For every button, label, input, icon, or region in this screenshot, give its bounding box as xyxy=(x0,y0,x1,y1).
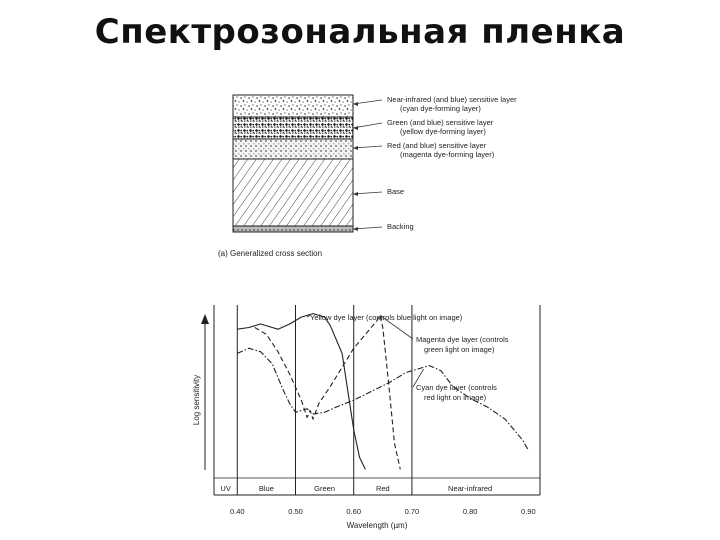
layer-label-line: Base xyxy=(387,187,405,196)
x-tick-labels xyxy=(230,507,536,516)
y-axis-label: Log sensitivity xyxy=(192,374,201,426)
x-tick-label: 0.50 xyxy=(288,507,303,516)
layer-label-line: Near-infrared (and blue) sensitive layer xyxy=(387,95,517,104)
region-boundaries xyxy=(237,305,412,495)
x-tick-label: 0.40 xyxy=(229,507,245,516)
layer-near-infrared xyxy=(233,95,353,117)
cross-section-labels xyxy=(353,95,517,231)
layer-leader-arrowhead xyxy=(353,126,358,130)
region-labels xyxy=(220,484,492,493)
layer-leader-arrowhead xyxy=(353,227,358,231)
layer-green xyxy=(233,117,353,139)
magenta-dye-curve xyxy=(255,315,400,469)
sensitivity-chart xyxy=(192,305,540,530)
region-label: Red xyxy=(375,484,390,493)
x-tick-label: 0.60 xyxy=(346,507,362,516)
region-label: Green xyxy=(314,484,336,493)
layer-leader-arrowhead xyxy=(353,146,358,150)
layer-label-line: (yellow dye-forming layer) xyxy=(400,127,486,136)
x-tick-label: 0.80 xyxy=(462,507,478,516)
layer-label-line: Backing xyxy=(387,222,414,231)
cross-section-caption: (a) Generalized cross section xyxy=(218,249,323,258)
layer-label-line: (magenta dye-forming layer) xyxy=(400,150,495,159)
layer-label-line: (cyan dye-forming layer) xyxy=(400,104,481,113)
curve-annotation-line: red light on image) xyxy=(424,393,487,402)
x-axis-label: Wavelength (µm) xyxy=(346,521,408,530)
curve-annotation-line: Yellow dye layer (controls blue light on image) xyxy=(310,313,463,322)
layer-base xyxy=(233,159,353,226)
x-tick-label: 0.70 xyxy=(404,507,420,516)
layer-leader-arrowhead xyxy=(353,192,358,196)
slide-title: Спектрозональная пленка xyxy=(94,12,626,52)
layer-leader-arrowhead xyxy=(353,102,358,106)
region-label: UV xyxy=(220,484,231,493)
curve-annotations xyxy=(307,313,509,402)
layer-label-line: Red (and blue) sensitive layer xyxy=(387,141,487,150)
curve-annotation-line: Magenta dye layer (controls xyxy=(416,335,509,344)
curve-annotation-line: green light on image) xyxy=(424,345,495,354)
region-label: Near-infrared xyxy=(448,484,493,493)
curve-annotation-line: Cyan dye layer (controls xyxy=(416,383,497,392)
layer-backing xyxy=(233,226,353,232)
yellow-dye-curve xyxy=(237,314,365,470)
region-label: Blue xyxy=(258,484,274,493)
layer-red xyxy=(233,139,353,159)
y-axis-arrowhead xyxy=(201,314,209,324)
x-tick-label: 0.90 xyxy=(521,507,536,516)
layer-label-line: Green (and blue) sensitive layer xyxy=(387,118,494,127)
cross-section xyxy=(233,95,353,232)
